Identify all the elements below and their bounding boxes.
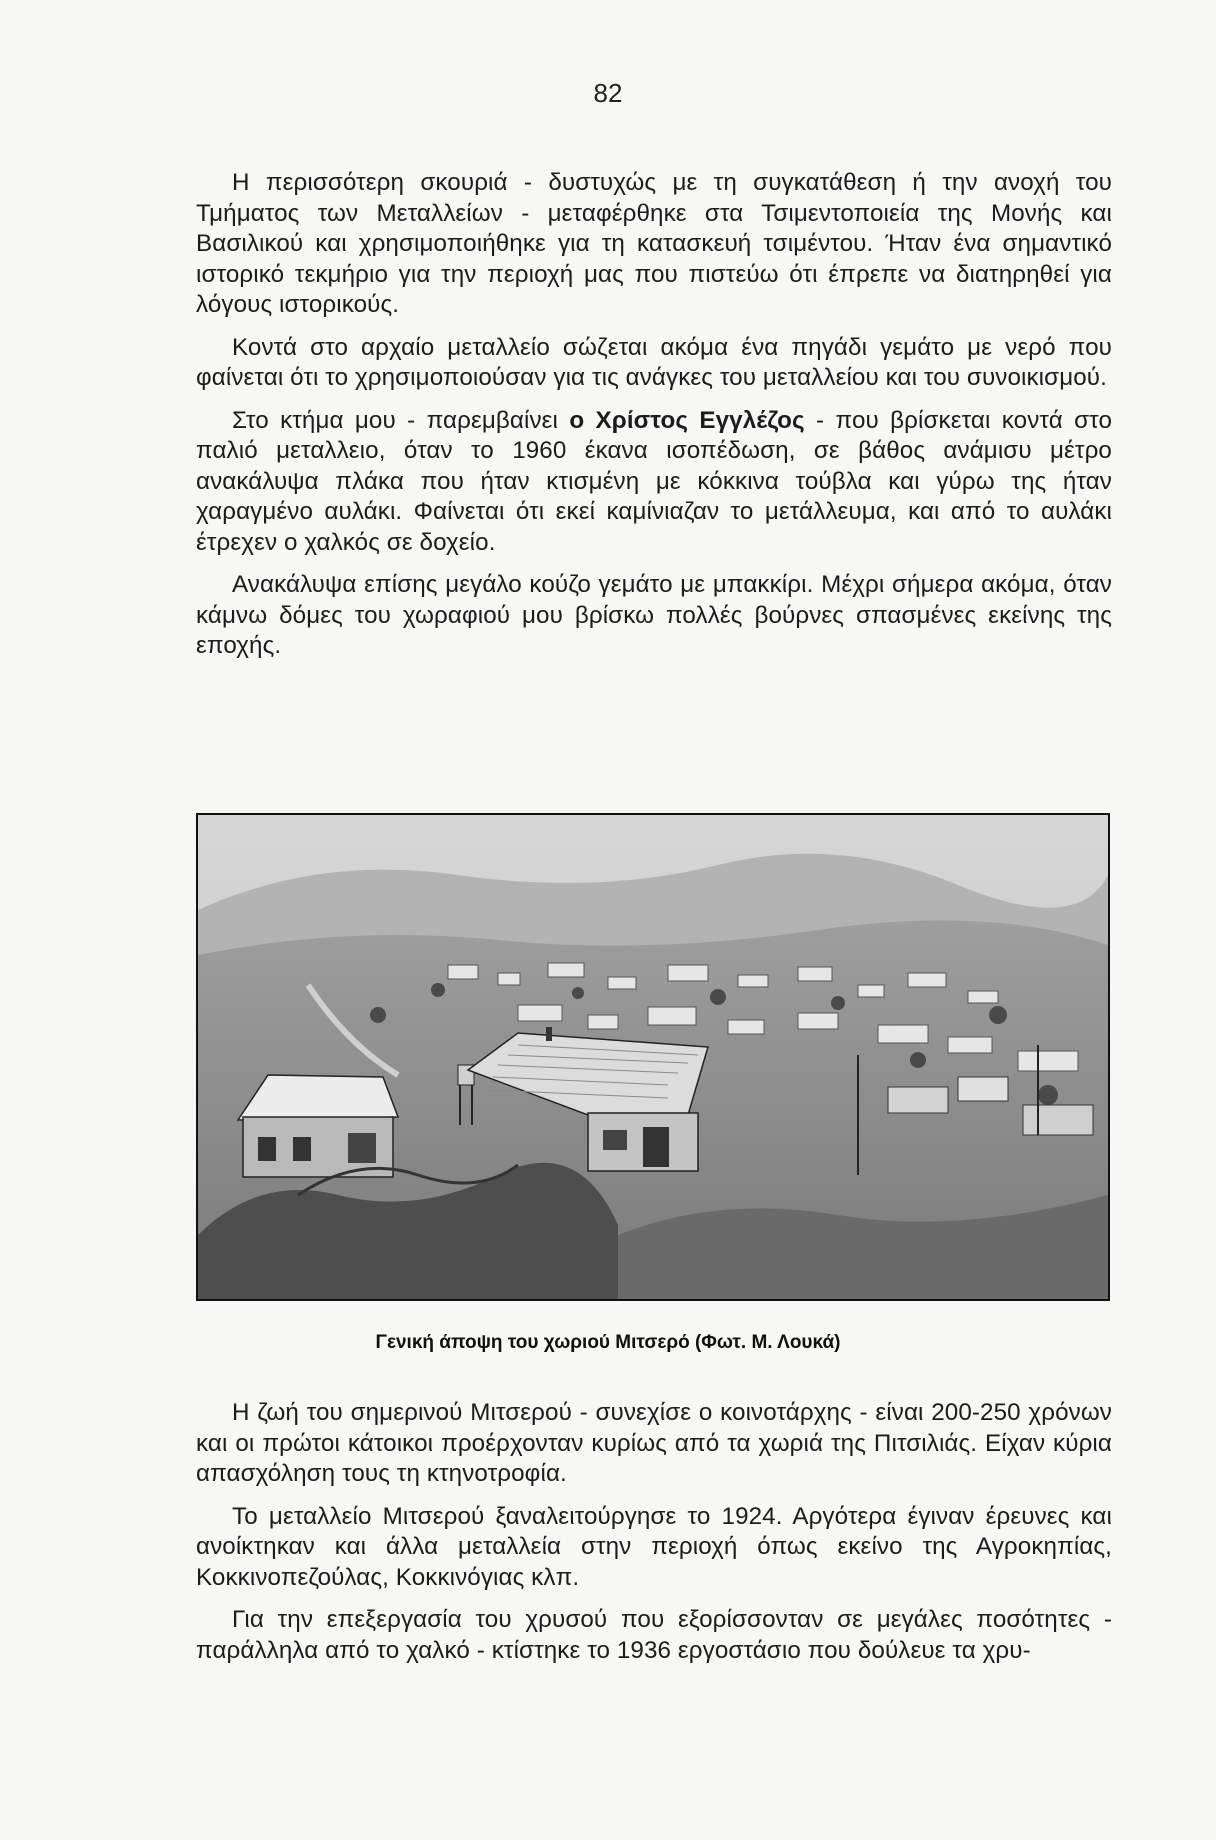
paragraph-mine-1924: Το μεταλλείο Μιτσερού ξαναλειτούργησε το 1924. Αργότερα έγιναν έρευνες και ανοίκτηκαν και άλλα μεταλλεία στην περιοχή όπως εκείνο της Αγροκηπίας, Κοκκινοπεζούλας, Κοκκινόγιας κλπ. — [196, 1502, 1112, 1591]
village-photo-illustration — [198, 815, 1108, 1299]
photo-caption: Γενική άποψη του χωριού Μιτσερό (Φωτ. Μ. Λουκά) — [375, 1332, 841, 1353]
paragraph-life: Η ζωή του σημερινού Μιτσερού - συνεχίσε ο κοινοτάρχης - είναι 200-250 χρόνων και οι πρώτοι κάτοικοι προέρχονταν κυρίως από τα χωριά της Πιτσιλιάς. Είχαν κύρια απασχόληση τους τη κτηνοτροφία. — [196, 1399, 1112, 1487]
speaker-name: ο Χρίστος Εγγλέζος — [569, 406, 805, 434]
page-number: 82 — [593, 78, 623, 108]
top-text-block — [196, 168, 1112, 674]
paragraph-jar: Ανακάλυψα επίσης μεγάλο κούζο γεμάτο με μπακκίρι. Μέχρι σήμερα ακόμα, όταν κάμνω δόμες του χωραφιού μου βρίσκω πολλές βούρνες σπασμένες εκείνης της εποχής. — [196, 571, 1112, 659]
paragraph-estate-lead: Στο κτήμα μου - παρεμβαίνει — [232, 406, 570, 434]
paragraph-gold: Για την επεξεργασία του χρυσού που εξορίσσονταν σε μεγάλες ποσότητες - παράλληλα από το χαλκό - κτίστηκε το 1936 εργοστάσιο που δούλευε τα χρυ- — [196, 1606, 1112, 1664]
paragraph-well: Κοντά στο αρχαίο μεταλλείο σώζεται ακόμα ένα πηγάδι γεμάτο με νερό που φαίνεται ότι το χρησιμοποιούσαν για τις ανάγκες του μεταλλείου και του συνοικισμού. — [196, 333, 1112, 391]
paragraph-estate — [196, 406, 1112, 559]
paragraph-rust: Η περισσότερη σκουριά - δυστυχώς με τη συγκατάθεση ή την ανοχή του Τμήματος των Μεταλλείων - μεταφέρθηκε στα Τσιμεντοποιεία της Μονής και Βασιλικού και χρησιμοποιήθηκε για τη κατασκευή τσιμέντου. Ήταν ένα σημαντικό ιστορικό τεκμήριο για την περιοχή μας που πιστεύω ότι έπρεπε να διατηρηθεί για λόγους ιστορικούς. — [196, 169, 1112, 318]
bottom-text-block — [196, 1398, 1112, 1678]
paragraph-estate-rest: - που βρίσκεται κοντά στο παλιό μεταλλειο, όταν το 1960 έκανα ισοπέδωση, σε βάθος ανάμισυ μέτρο ανακάλυψα πλάκα που ήταν κτισμένη με κόκκινα τούβλα και γύρω της ήταν χαραγμένο αυλάκι. Φαίνεται ότι εκεί καμίνιαζαν το μετάλλευμα, και από το αυλάκι έτρεχεν ο χαλκός σε δοχείο. — [196, 406, 1113, 556]
village-photo — [196, 813, 1110, 1301]
